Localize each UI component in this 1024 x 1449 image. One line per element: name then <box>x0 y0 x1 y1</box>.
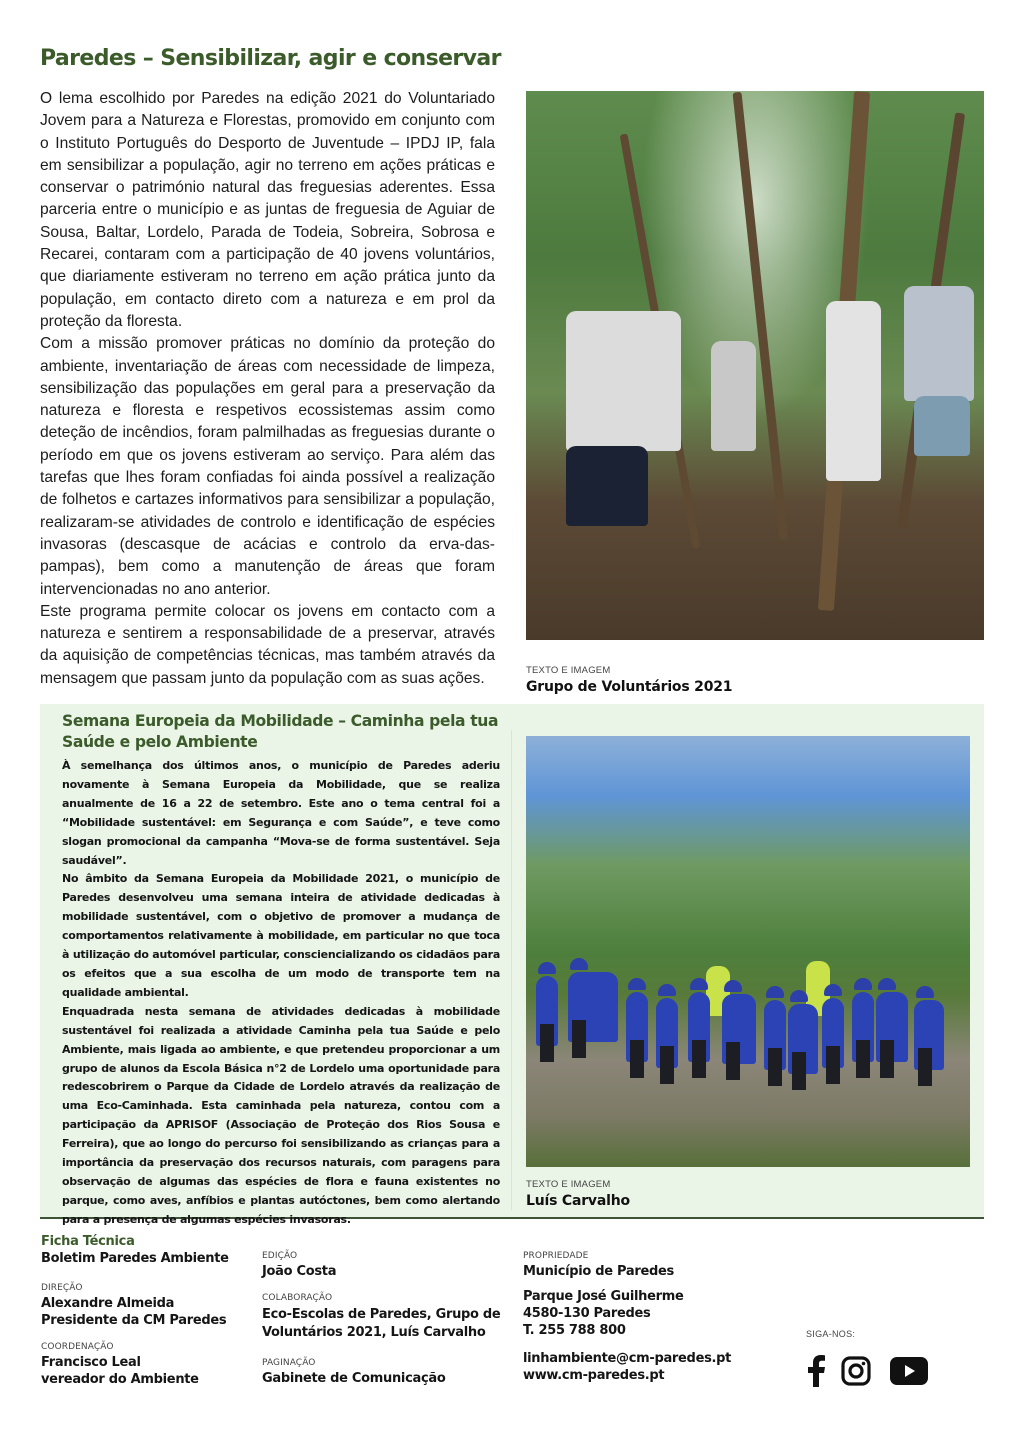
publication-name: Boletim Paredes Ambiente <box>41 1251 229 1266</box>
instagram-icon[interactable] <box>838 1353 874 1389</box>
paragraph: Com a missão promover práticas no domínio da proteção do ambiente, inventariação de áreas com necessidade de limpeza, sensibilização das populações em geral para a preservação da natureza e floresta e respetivos ecossistemas assim como deteção de incêndios, foram palmilhadas as freguesias durante o período em que os jovens estiveram ao serviço. Para além das tarefas que lhes foram confiadas foi ainda possível a realização de folhetos e cartazes informativos para sensibilizar a população, realizaram-se atividades de controlo e identificação de espécies invasoras (descasque de acácias e controlo da erva-das-pampas), bem como a manutenção de áreas que foram intervencionadas no ano anterior. <box>40 335 495 598</box>
colaboracao-line: Voluntários 2021, Luís Carvalho <box>262 1325 486 1340</box>
paragraph: À semelhança dos últimos anos, o município de Paredes aderiu novamente à Semana Europeia da Mobilidade, que se realiza anualmente de 16 a 22 de setembro. Este ano o tema central foi a “Mobilidade sustentável: em Segurança e com Saúde”, e teve como slogan promocional da campanha “Mova-se de forma sustentável. Seja saudável”. <box>62 759 500 867</box>
website-link[interactable]: www.cm-paredes.pt <box>523 1368 665 1383</box>
photo-caption-credit: Grupo de Voluntários 2021 <box>526 679 733 695</box>
paginacao-value: Gabinete de Comunicação <box>262 1371 446 1386</box>
youtube-icon[interactable] <box>889 1353 929 1389</box>
paragraph: Enquadrada nesta semana de atividades dedicadas à mobilidade sustentável foi realizada a atividade Caminha pela tua Saúde e pelo Ambiente, mais ligada ao ambiente, e que pretendeu proporcionar a um grupo de alunos da Escola Básica n°2 de Lordelo uma oportunidade para redescobrirem o Parque da Cidade de Lordelo através da realização de uma Eco-Caminhada. Esta caminhada pela natureza, contou com a participação da APRISOF (Associação de Proteção dos Rios Sousa e Ferreira), que ao longo do percurso foi sensibilizando as crianças para a importância da preservação dos recursos naturais, com paragens para observação de algumas das espécies de flora e fauna existentes no parque, como aves, anfíbios e plantas autóctones, bem como alertando para a presença de algumas espécies invasoras. <box>62 1004 500 1226</box>
box-title: Semana Europeia da Mobilidade – Caminha pela tua Saúde e pelo Ambiente <box>62 712 499 751</box>
follow-us-label: SIGA-NOS: <box>806 1329 856 1339</box>
paragraph: Este programa permite colocar os jovens em contacto com a natureza e sentirem a responsabilidade de a preservar, através da aquisição de competências técnicas, mas também através da mensagem que passam junto da população com as suas ações. <box>40 602 495 687</box>
coordenacao-role: vereador do Ambiente <box>41 1372 199 1387</box>
photo-caption-label: TEXTO E IMAGEM <box>526 665 611 676</box>
article-title: Paredes – Sensibilizar, agir e conservar <box>40 46 501 71</box>
phone-number: T. 255 788 800 <box>523 1323 626 1338</box>
coordenacao-label: COORDENAÇÃO <box>41 1342 114 1352</box>
eco-walk-photo <box>526 736 970 1167</box>
photo-caption-label: TEXTO E IMAGEM <box>526 1179 611 1190</box>
edicao-value: João Costa <box>262 1264 337 1279</box>
paragraph: No âmbito da Semana Europeia da Mobilidade 2021, o município de Paredes desenvolveu uma semana inteira de atividade dedicadas à mobilidade sustentável, com o objetivo de promover a mudança de comportamentos relativamente à mobilidade, em particular no que toca à utilização do automóvel particular, consciencializando os cidadãos para os efeitos que a sua escolha de um modo de transporte tem na qualidade ambiental. <box>62 872 500 999</box>
direcao-label: DIREÇÃO <box>41 1283 83 1293</box>
address-line: 4580-130 Paredes <box>523 1306 651 1321</box>
email-link[interactable]: linhambiente@cm-paredes.pt <box>523 1351 732 1366</box>
volunteers-photo <box>526 91 984 640</box>
propriedade-value: Município de Paredes <box>523 1264 674 1279</box>
address-line: Parque José Guilherme <box>523 1289 684 1304</box>
coordenacao-name: Francisco Leal <box>41 1355 141 1370</box>
colaboracao-line: Eco-Escolas de Paredes, Grupo de <box>262 1307 501 1322</box>
ficha-tecnica-title: Ficha Técnica <box>41 1234 135 1249</box>
direcao-name: Alexandre Almeida <box>41 1296 175 1311</box>
paragraph: O lema escolhido por Paredes na edição 2021 do Voluntariado Jovem para a Natureza e Florestas, promovido em conjunto com o Instituto Português do Desporto de Juventude – IPDJ IP, fala em sensibilizar a população, agir no terreno em ações práticas e conservar o património natural das freguesias aderentes. Essa parceria entre o município e as juntas de freguesia de Aguiar de Sousa, Baltar, Lordelo, Parada de Todeia, Sobreira, Sobrosa e Recarei, contaram com a participação de 40 jovens voluntários, que diariamente estiveram no terreno em ação prática junto da população, em contacto direto com a natureza e em prol da proteção da floresta. <box>40 90 495 330</box>
paginacao-label: PAGINAÇÃO <box>262 1358 316 1368</box>
edicao-label: EDIÇÃO <box>262 1251 298 1261</box>
facebook-icon[interactable] <box>798 1353 834 1389</box>
photo-caption-credit: Luís Carvalho <box>526 1193 630 1209</box>
article-body <box>40 88 495 690</box>
direcao-role: Presidente da CM Paredes <box>41 1313 227 1328</box>
box-body <box>62 757 500 1230</box>
propriedade-label: PROPRIEDADE <box>523 1251 589 1261</box>
colaboracao-label: COLABORAÇÃO <box>262 1293 333 1303</box>
box-divider <box>511 730 512 1210</box>
